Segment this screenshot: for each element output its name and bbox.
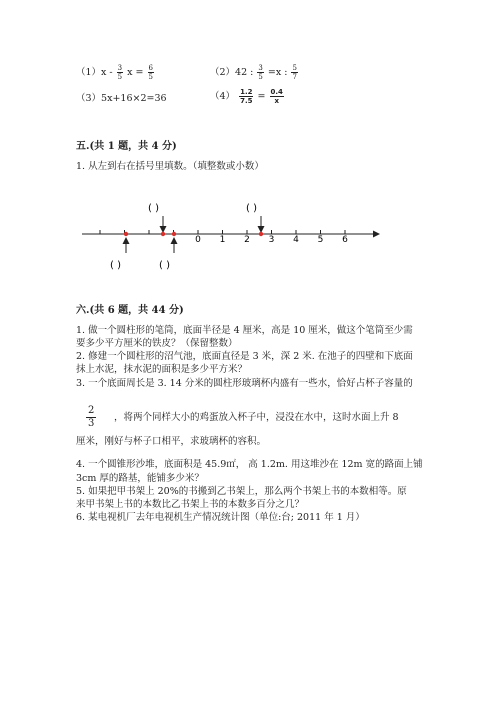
up-arrow-icon: [123, 237, 130, 253]
paren-top-right: ( ): [246, 203, 257, 214]
section-6-title: 六.(共 6 题，共 44 分): [76, 305, 184, 316]
equation-4-label: （4）: [210, 91, 236, 102]
question-6-line-1: 6. 某电视机厂去年电视机生产情况统计图（单位:台; 2011 年 1 月）: [76, 512, 365, 523]
question-4-line-1: 4. 一个圆锥形沙堆，底面积是 45.9㎡， 高 1.2m. 用这堆沙在 12m 宽的路面上铺: [76, 459, 423, 470]
point-marker: [161, 232, 165, 236]
question-4-line-2: 3cm 厚的路基，能铺多少米？: [76, 473, 204, 484]
equation-1-label: （1）x -: [76, 67, 113, 78]
equation-4: [210, 88, 285, 105]
tick-label: 5: [317, 235, 324, 245]
question-2-line-1: 2. 修建一个圆柱形的沼气池，底面直径是 3 米，深 2 米. 在池子的四壁和下底面: [76, 351, 413, 362]
equation-3: （3）5x+16×2=36: [76, 93, 167, 104]
equation-1-fraction-2: $\frac{6}{5}$: [148, 64, 154, 81]
paren-bottom-left: ( ): [110, 260, 121, 271]
equation-2-fraction: $\frac{3}{5}$: [258, 64, 263, 81]
equation-1-fraction: $\frac{3}{5}$: [117, 64, 123, 81]
equation-4-fraction: $\frac{1.2}{7.5}$: [240, 88, 253, 105]
question-3-fraction: $\frac{2}{3}$: [88, 405, 95, 429]
equation-4-mid: =: [257, 91, 266, 102]
tick-label: 2: [244, 235, 250, 245]
down-arrow-icon: [258, 216, 265, 233]
question-3-line-1: 3. 一个底面周长是 3. 14 分米的圆柱形玻璃杯内盛有一些水，恰好占杯子容量的: [76, 378, 413, 389]
question-3-line-3: 厘米，刚好与杯子口相平，求玻璃杯的容积。: [76, 436, 267, 447]
equation-2-fraction-2: $\frac{5}{7}$: [292, 64, 297, 81]
point-marker: [259, 232, 263, 236]
equation-1: [76, 64, 155, 81]
section-5-question-1: 1. 从左到右在括号里填数。（填整数或小数）: [76, 161, 264, 172]
section-5-title: 五.(共 1 题，共 4 分): [76, 141, 177, 152]
tick-label: 6: [342, 235, 348, 245]
equation-4-fraction-2: $\frac{0.4}{x}$: [270, 88, 283, 105]
equation-2-mid: =x :: [267, 67, 288, 78]
question-1-line-2: 要多少平方厘米的铁皮？（保留整数）: [76, 338, 238, 349]
equation-1-mid: x =: [127, 67, 144, 78]
paren-top-left: ( ): [148, 203, 159, 214]
arrow-head-icon: [373, 231, 380, 238]
question-3-line-2: ，将两个同样大小的鸡蛋放入杯子中，浸没在水中，这时水面上升 8: [114, 412, 399, 423]
point-marker: [172, 232, 176, 236]
paren-bottom-right: ( ): [159, 260, 170, 271]
question-5-line-1: 5. 如果把甲书架上 20%的书搬到乙书架上，那么两个书架上书的本数相等。原: [76, 486, 407, 497]
point-marker: [124, 232, 128, 236]
tick-label: 1: [219, 235, 226, 245]
question-1-line-1: 1. 做一个圆柱形的笔筒，底面半径是 4 厘米，高是 10 厘米，做这个笔筒至少需: [76, 325, 413, 336]
question-5-line-2: 来甲书架上书的本数比乙书架上书的本数多百分之几？: [76, 499, 305, 510]
up-arrow-icon: [171, 237, 178, 253]
equation-2-label: （2）42 :: [210, 67, 254, 78]
number-line-figure: [70, 195, 390, 275]
equation-2: [210, 64, 299, 81]
tick-label: 4: [293, 235, 299, 245]
tick-label: 0: [195, 235, 201, 245]
tick-label: 3: [268, 235, 275, 245]
tick-marks: [100, 230, 345, 234]
down-arrow-icon: [160, 216, 167, 233]
tick-labels: [195, 235, 348, 245]
question-2-line-2: 抹上水泥，抹水泥的面积是多少平方米？: [76, 364, 248, 375]
